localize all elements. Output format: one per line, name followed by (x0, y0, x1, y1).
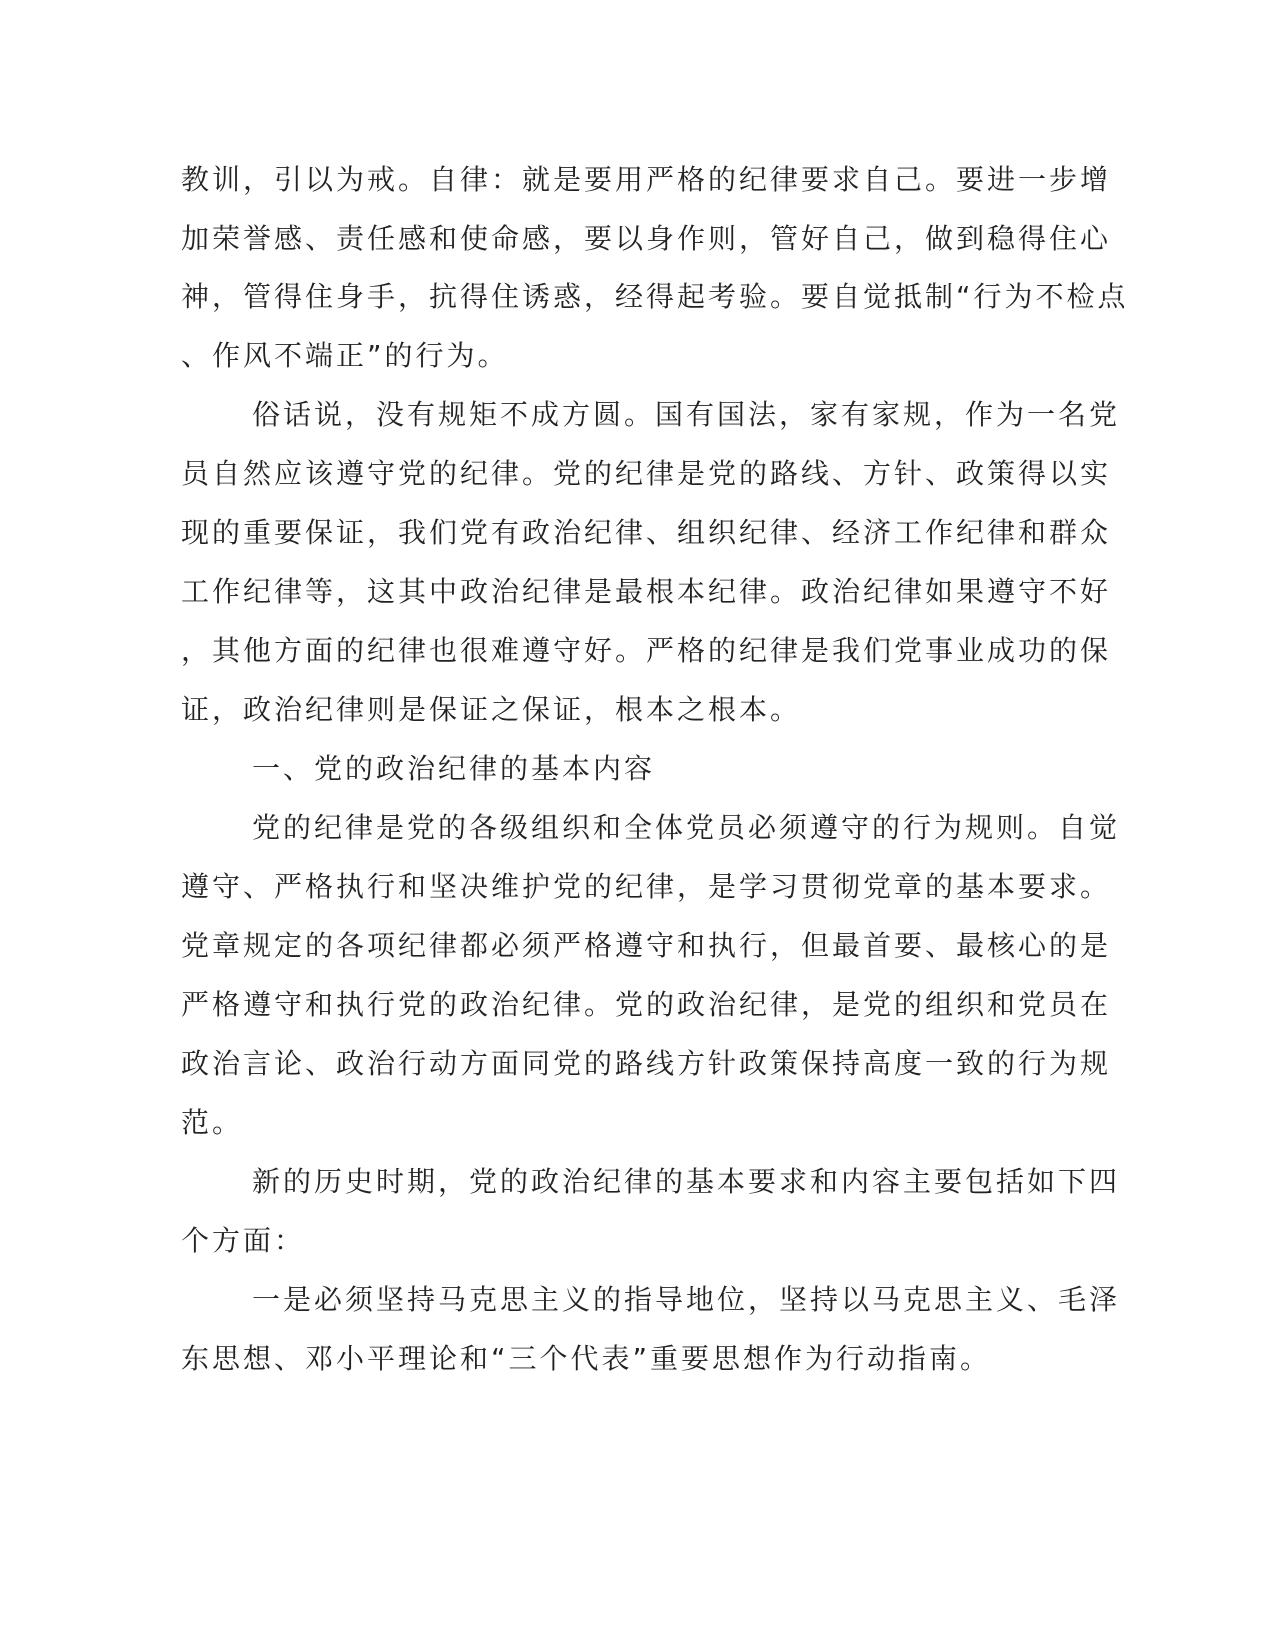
paragraph-first-line: 一是必须坚持马克思主义的指导地位，坚持以马克思主义、毛泽 (252, 1283, 1121, 1316)
paragraph-first-line: 党的纪律是党的各级组织和全体党员必须遵守的行为规则。自觉 (252, 811, 1121, 844)
paragraph-first-line: 俗话说，没有规矩不成方圆。国有国法，家有家规，作为一名党 (252, 398, 1121, 431)
text-line: 加荣誉感、责任感和使命感，要以身作则，管好自己，做到稳得住心 (181, 222, 1112, 255)
text-line: 现的重要保证，我们党有政治纪律、组织纪律、经济工作纪律和群众 (181, 516, 1112, 549)
text-line: 个方面： (181, 1224, 306, 1257)
text-line: 政治言论、政治行动方面同党的路线方针政策保持高度一致的行为规 (181, 1047, 1112, 1080)
text-line: 严格遵守和执行党的政治纪律。党的政治纪律，是党的组织和党员在 (181, 988, 1112, 1021)
text-line: 工作纪律等，这其中政治纪律是最根本纪律。政治纪律如果遵守不好 (181, 575, 1112, 608)
text-line: 党章规定的各项纪律都必须严格遵守和执行，但最首要、最核心的是 (181, 929, 1112, 962)
section-heading: 一、党的政治纪律的基本内容 (252, 752, 656, 785)
text-line: 范。 (181, 1106, 244, 1139)
text-line: 遵守、严格执行和坚决维护党的纪律，是学习贯彻党章的基本要求。 (181, 870, 1112, 903)
text-line: 证，政治纪律则是保证之保证，根本之根本。 (181, 693, 802, 726)
text-line: 、作风不端正”的行为。 (181, 339, 509, 372)
text-line: 神，管得住身手，抗得住诱惑，经得起考验。要自觉抵制“行为不检点 (181, 280, 1129, 313)
text-line: 东思想、邓小平理论和“三个代表”重要思想作为行动指南。 (181, 1342, 992, 1375)
text-line: ，其他方面的纪律也很难遵守好。严格的纪律是我们党事业成功的保 (181, 634, 1112, 667)
text-line: 教训，引以为戒。自律：就是要用严格的纪律要求自己。要进一步增 (181, 163, 1112, 196)
paragraph-first-line: 新的历史时期，党的政治纪律的基本要求和内容主要包括如下四 (252, 1165, 1121, 1198)
text-line: 员自然应该遵守党的纪律。党的纪律是党的路线、方针、政策得以实 (181, 457, 1112, 490)
